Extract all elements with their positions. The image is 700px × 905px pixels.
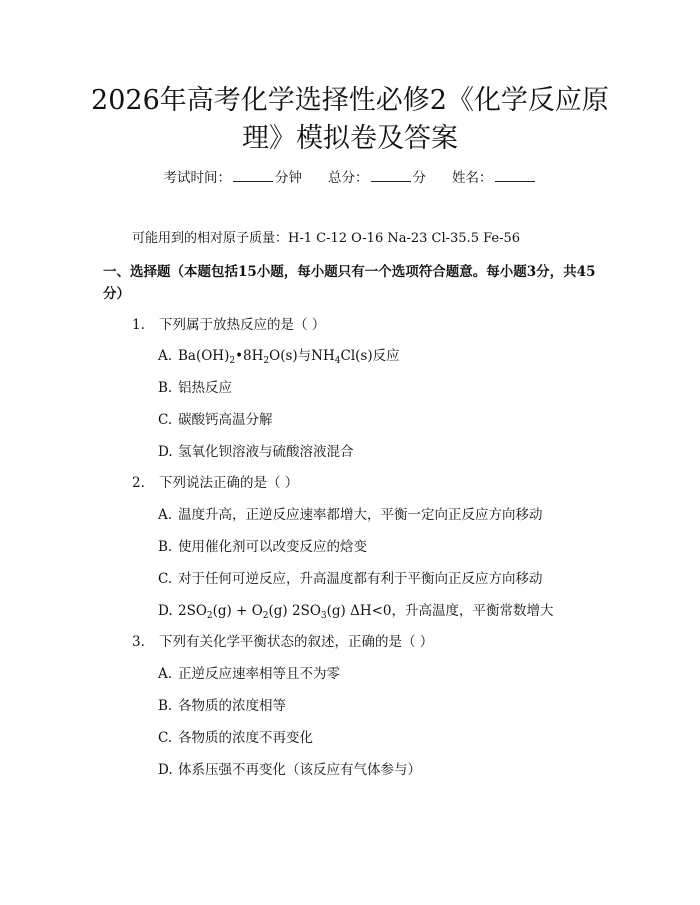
q2-option-c: [158, 570, 543, 588]
option-text: 碳酸钙高温分解: [178, 412, 273, 428]
option-letter: D.: [158, 603, 173, 619]
option-letter: B.: [158, 380, 173, 396]
q2-option-a: [158, 506, 543, 524]
exam-title-line2: 理》模拟卷及答案: [242, 123, 458, 154]
option-letter: A.: [158, 666, 173, 682]
atomic-masses: 可能用到的相对原子质量：H-1 C-12 O-16 Na-23 Cl-35.5 Fe-56: [132, 231, 521, 246]
question-number: 1.: [132, 317, 145, 333]
question-1: [132, 316, 325, 334]
q2-option-d: [158, 602, 554, 620]
name-label: 姓名：: [452, 170, 493, 186]
option-text: 体系压强不再变化（该反应有气体参与）: [178, 762, 421, 778]
option-letter: B.: [158, 539, 173, 555]
exam-title: [60, 82, 640, 158]
score-unit: 分: [412, 170, 426, 186]
option-letter: B.: [158, 698, 173, 714]
question-stem: 下列说法正确的是（ ）: [159, 475, 299, 491]
name-blank: [495, 169, 535, 182]
section-heading: 一、选择题（本题包括15小题，每小题只有一个选项符合题意。每小题3分，共45分）: [103, 264, 596, 302]
q1-option-d: [158, 443, 354, 461]
q3-option-b: [158, 697, 286, 715]
q3-option-d: [158, 761, 421, 779]
time-label: 考试时间：: [163, 170, 231, 186]
exam-title-line1: 2026年高考化学选择性必修2《化学反应原: [91, 85, 609, 116]
option-text: 各物质的浓度不再变化: [178, 730, 313, 746]
question-2: [132, 474, 298, 492]
question-3: [132, 633, 433, 651]
exam-meta: [0, 169, 700, 187]
q3-option-a: [158, 665, 340, 683]
option-text: 对于任何可逆反应，升高温度都有利于平衡向正反应方向移动: [178, 571, 543, 587]
question-number: 2.: [132, 475, 145, 491]
q1-option-b: [158, 379, 232, 397]
option-text: 铝热反应: [178, 380, 232, 396]
score-blank: [371, 169, 411, 182]
option-letter: D.: [158, 444, 173, 460]
question-stem: 下列有关化学平衡状态的叙述，正确的是（ ）: [159, 634, 434, 650]
question-number: 3.: [132, 634, 145, 650]
option-text: 正逆反应速率相等且不为零: [178, 666, 340, 682]
q1-option-c: [158, 411, 273, 429]
option-text: $Ba(OH)_2•8H_2O(s)$与$NH_4Cl(s)$反应: [178, 348, 400, 366]
option-text: 使用催化剂可以改变反应的焓变: [178, 539, 367, 555]
q1-option-a: [158, 347, 400, 365]
time-blank: [233, 169, 273, 182]
option-text: 氢氧化钡溶液与硫酸溶液混合: [178, 444, 354, 460]
option-letter: D.: [158, 762, 173, 778]
option-letter: A.: [158, 507, 173, 523]
option-text: 各物质的浓度相等: [178, 698, 286, 714]
option-letter: C.: [158, 730, 173, 746]
option-letter: A.: [158, 348, 173, 364]
option-letter: C.: [158, 412, 173, 428]
score-label: 总分：: [328, 170, 369, 186]
option-letter: C.: [158, 571, 173, 587]
option-text: $2SO_2(g) + O_2(g)$ $2SO_3(g)$ ΔH<0，升高温度，平衡常数增大: [178, 603, 554, 621]
question-stem: 下列属于放热反应的是（ ）: [159, 317, 326, 333]
time-unit: 分钟: [275, 170, 302, 186]
q3-option-c: [158, 729, 313, 747]
q2-option-b: [158, 538, 367, 556]
option-text: 温度升高，正逆反应速率都增大，平衡一定向正反应方向移动: [178, 507, 543, 523]
